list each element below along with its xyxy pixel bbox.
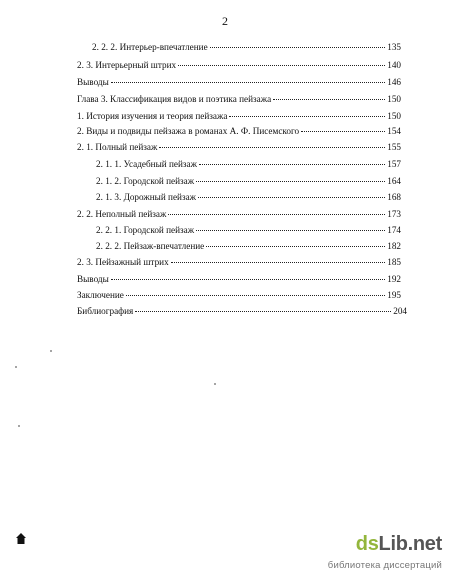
toc-entry-label: 2. 1. Полный пейзаж: [77, 142, 158, 152]
toc-entry: [77, 76, 401, 89]
toc-entry: [77, 305, 407, 318]
toc-entry-label: 2. 2. 1. Городской пейзаж: [96, 225, 195, 235]
toc-entry-label: 2. 3. Интерьерный штрих: [77, 60, 177, 70]
watermark-logo: [356, 534, 442, 554]
toc-leader-dots: [168, 213, 385, 215]
toc-entry-page: 157: [387, 159, 401, 169]
toc-entry-page: 150: [387, 94, 401, 104]
scan-speck: [15, 366, 17, 368]
toc-entry: [96, 191, 401, 204]
toc-entry-page: 164: [387, 176, 401, 186]
toc-entry-page: 135: [387, 42, 401, 52]
toc-entry-label: 2. 3. Пейзажный штрих: [77, 257, 169, 267]
toc-entry-label: 2. Виды и подвиды пейзажа в романах А. Ф. Писемского: [77, 126, 300, 136]
toc-entry-page: 155: [387, 142, 401, 152]
toc-leader-dots: [199, 163, 385, 165]
toc-entry-label: 1. История изучения и теория пейзажа: [77, 111, 228, 121]
toc-entry: [96, 224, 401, 237]
toc-entry-page: 150: [387, 111, 401, 121]
dslib-watermark: [327, 533, 446, 580]
toc-entry: [77, 59, 401, 72]
toc-entry: [96, 175, 401, 188]
toc-entry-page: 192: [387, 274, 401, 284]
toc-entry-label: 2. 2. 2. Интерьер-впечатление: [92, 42, 208, 52]
toc-entry: [96, 240, 401, 253]
toc-entry-page: 185: [387, 257, 401, 267]
watermark-tagline: библиотека диссертаций: [327, 560, 442, 571]
toc-entry-page: 140: [387, 60, 401, 70]
toc-leader-dots: [196, 229, 385, 231]
page-number: 2: [222, 14, 228, 28]
toc-entry: [77, 125, 401, 138]
toc-leader-dots: [273, 98, 385, 100]
toc-entry: [96, 158, 401, 171]
watermark-logo-part1: ds: [355, 533, 379, 555]
toc-entry-label: 2. 2. 2. Пейзаж-впечатление: [96, 241, 205, 251]
toc-leader-dots: [196, 180, 385, 182]
toc-leader-dots: [210, 46, 386, 48]
toc-leader-dots: [198, 196, 385, 198]
scan-speck: [18, 425, 20, 427]
toc-entry-page: 174: [387, 225, 401, 235]
toc-leader-dots: [111, 278, 385, 280]
toc-leader-dots: [111, 81, 385, 83]
toc-entry-page: 168: [387, 192, 401, 202]
toc-entry-page: 204: [393, 306, 407, 316]
toc-entry-page: 146: [387, 77, 401, 87]
toc-entry-label: 2. 1. 3. Дорожный пейзаж: [96, 192, 196, 202]
toc-entry-label: Выводы: [77, 274, 109, 284]
scan-speck: [50, 350, 52, 352]
toc-leader-dots: [135, 310, 391, 312]
toc-leader-dots: [171, 261, 386, 263]
toc-entry: [77, 289, 401, 302]
toc-leader-dots: [301, 130, 385, 132]
scan-speck: [214, 383, 216, 385]
toc-entry: [77, 256, 401, 269]
toc-entry: [77, 93, 401, 106]
home-icon: [16, 533, 26, 544]
toc-entry-label: Библиография: [77, 306, 134, 316]
watermark-logo-part2: Lib.net: [378, 533, 442, 555]
toc-entry: [92, 41, 401, 54]
toc-entry-label: Глава 3. Классификация видов и поэтика пейзажа: [77, 94, 272, 104]
toc-entry-page: 195: [387, 290, 401, 300]
toc-leader-dots: [159, 146, 385, 148]
toc-entry: [77, 273, 401, 286]
toc-leader-dots: [126, 294, 385, 296]
toc-entry-page: 182: [387, 241, 401, 251]
toc-entry-label: 2. 2. Неполный пейзаж: [77, 209, 167, 219]
toc-entry: [77, 141, 401, 154]
toc-entry-label: Выводы: [77, 77, 109, 87]
toc-leader-dots: [229, 115, 385, 117]
toc-entry-label: 2. 1. 2. Городской пейзаж: [96, 176, 195, 186]
toc-entry-label: 2. 1. 1. Усадебный пейзаж: [96, 159, 197, 169]
toc-entry: [77, 208, 401, 221]
toc-entry: [77, 110, 401, 123]
toc-entry-page: 173: [387, 209, 401, 219]
toc-entry-label: Заключение: [77, 290, 124, 300]
toc-entry-page: 154: [387, 126, 401, 136]
toc-leader-dots: [178, 64, 385, 66]
toc-leader-dots: [206, 245, 385, 247]
